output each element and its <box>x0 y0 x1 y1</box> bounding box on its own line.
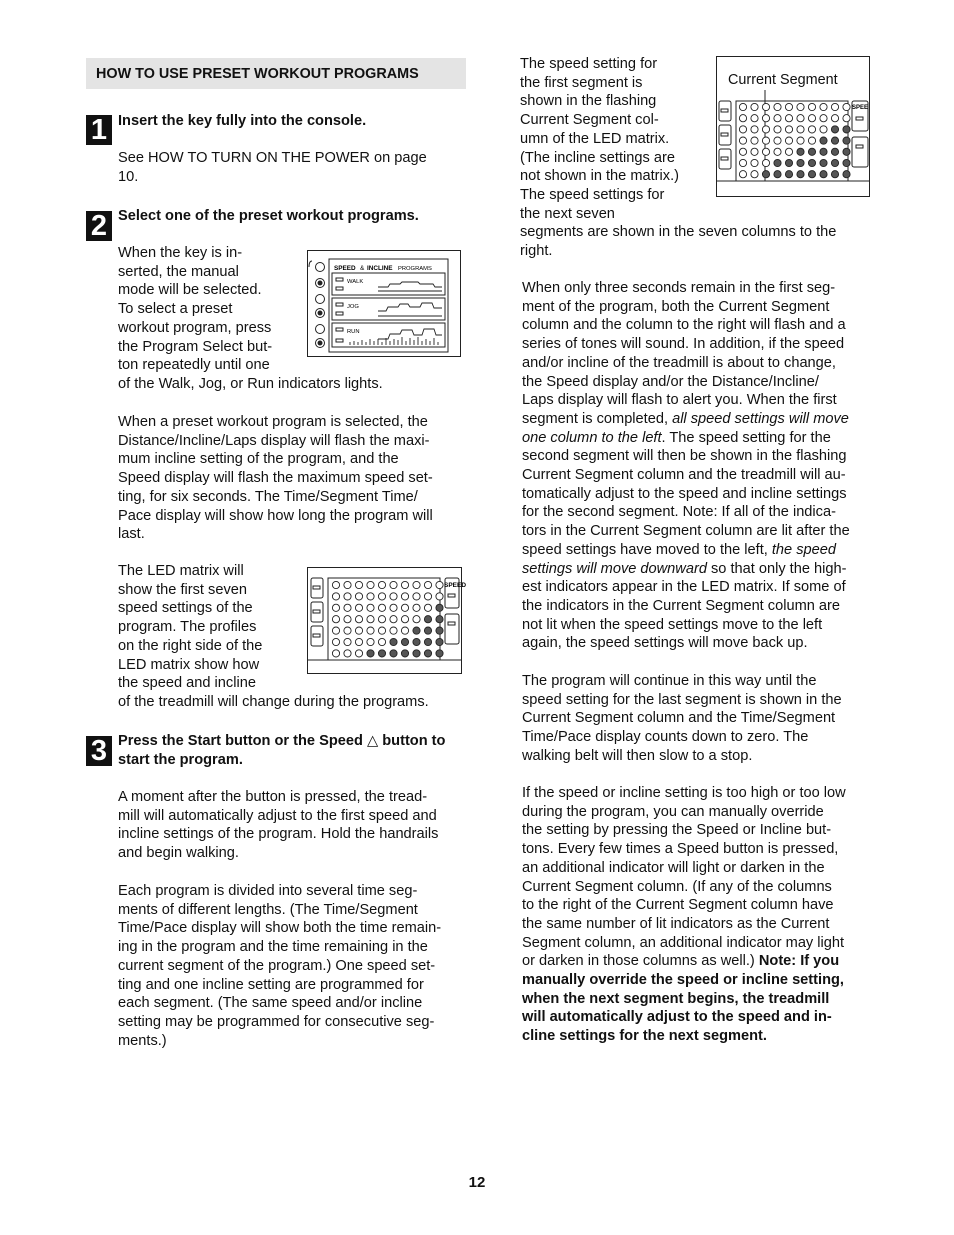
matrix-speed-label-right: SPEE <box>852 105 869 111</box>
led-indicator <box>739 126 746 133</box>
led-indicator <box>424 593 431 600</box>
led-indicator <box>739 137 746 144</box>
led-indicator <box>378 581 385 588</box>
led-indicator <box>367 593 374 600</box>
led-indicator <box>424 638 431 645</box>
led-indicator <box>401 638 408 645</box>
led-indicator <box>831 126 838 133</box>
led-indicator <box>843 159 850 166</box>
led-indicator <box>367 650 374 657</box>
led-indicator <box>751 115 758 122</box>
current-segment-matrix <box>717 57 869 196</box>
led-indicator <box>424 616 431 623</box>
led-indicator <box>739 115 746 122</box>
current-segment-figure <box>716 56 870 197</box>
led-indicator <box>378 616 385 623</box>
program-panel-illustration <box>308 251 460 356</box>
led-indicator <box>762 159 769 166</box>
led-indicator <box>843 126 850 133</box>
led-indicator <box>413 650 420 657</box>
led-indicator <box>774 126 781 133</box>
led-indicator <box>367 604 374 611</box>
led-indicator <box>820 159 827 166</box>
led-indicator <box>808 103 815 110</box>
led-indicator <box>436 616 443 623</box>
led-indicator <box>355 581 362 588</box>
led-indicator <box>751 103 758 110</box>
led-indicator <box>831 171 838 178</box>
led-indicator <box>820 126 827 133</box>
led-indicator <box>424 604 431 611</box>
led-indicator <box>436 581 443 588</box>
section-title-box <box>86 58 466 89</box>
led-indicator <box>401 604 408 611</box>
step-1-heading: Insert the key fully into the console. <box>118 113 367 129</box>
led-indicator <box>390 616 397 623</box>
led-indicator <box>344 638 351 645</box>
led-indicator <box>762 126 769 133</box>
panel-header-amp: & <box>360 265 365 272</box>
led-indicator <box>355 627 362 634</box>
led-indicator <box>436 638 443 645</box>
led-indicator <box>774 115 781 122</box>
current-segment-label: Current Segment <box>728 72 838 88</box>
led-indicator <box>436 627 443 634</box>
led-indicator <box>355 616 362 623</box>
led-indicator <box>378 593 385 600</box>
led-indicator <box>751 171 758 178</box>
led-indicator <box>785 137 792 144</box>
step-2-paragraph-1: When the key is in- serted, the manual mode will be selected. To select a preset workout program, press the Program Select but- ton repeatedly until one of the Walk, Jog, or Run indicators lights. <box>118 245 383 392</box>
led-indicator <box>797 171 804 178</box>
led-indicator <box>751 137 758 144</box>
led-indicator <box>843 137 850 144</box>
led-indicator <box>355 638 362 645</box>
led-indicator <box>332 627 339 634</box>
led-indicator <box>436 650 443 657</box>
led-indicator <box>401 616 408 623</box>
led-indicator <box>774 171 781 178</box>
led-indicator <box>436 593 443 600</box>
led-indicator <box>797 103 804 110</box>
led-indicator <box>785 171 792 178</box>
led-indicator <box>797 137 804 144</box>
panel-header-programs: PROGRAMS <box>398 266 432 272</box>
led-indicator <box>355 604 362 611</box>
step-3-heading: Press the Start button or the Speed △ button to start the program. <box>118 733 446 768</box>
led-indicator <box>774 103 781 110</box>
led-indicator <box>843 171 850 178</box>
led-indicator <box>413 593 420 600</box>
led-indicator <box>762 103 769 110</box>
step-3-paragraph-2: Each program is divided into several time seg- ments of different lengths. (The Time/Segment Time/Pace display will show both the time remain- ing in the program and the time remaining in the current segment of the program.) One speed set- ting and one incline setting are programmed for each segment. (The same speed and/or incline setting may be programmed for consecutive seg- ments.) <box>118 883 442 1049</box>
led-indicator <box>378 638 385 645</box>
led-indicator <box>762 148 769 155</box>
led-indicator <box>332 604 339 611</box>
led-indicator <box>820 115 827 122</box>
led-indicator <box>401 627 408 634</box>
led-indicator <box>797 148 804 155</box>
led-indicator <box>367 616 374 623</box>
led-indicator <box>367 627 374 634</box>
led-indicator <box>774 148 781 155</box>
led-indicator <box>390 638 397 645</box>
led-indicator <box>424 627 431 634</box>
led-indicator <box>831 148 838 155</box>
led-indicator <box>344 650 351 657</box>
led-indicator <box>820 137 827 144</box>
led-indicator <box>831 115 838 122</box>
led-indicator <box>344 627 351 634</box>
led-indicator <box>762 137 769 144</box>
led-indicator <box>762 171 769 178</box>
step-2-heading: Select one of the preset workout programs. <box>118 208 419 224</box>
led-indicator <box>332 581 339 588</box>
panel-label-jog: JOG <box>347 304 359 310</box>
led-indicator <box>332 593 339 600</box>
panel-label-walk: WALK <box>347 279 364 285</box>
led-indicator <box>831 137 838 144</box>
step-2-paragraph-2: When a preset workout program is selected, the Distance/Incline/Laps display will flash the maxi- mum incline setting of the program, and the Speed display will flash the maximum speed set- ting, for six seconds. The Time/Segment Time/ Pace display will show how long the program will last. <box>118 414 433 543</box>
panel-header-incline: INCLINE <box>367 265 393 272</box>
led-indicator <box>808 115 815 122</box>
step-2-number: 2 <box>86 211 112 241</box>
led-indicator <box>751 159 758 166</box>
led-indicator <box>831 159 838 166</box>
step-2-paragraph-3: The LED matrix will show the first seven speed settings of the program. The profiles on the right side of the LED matrix show how the speed and incline of the treadmill will change during the programs. <box>118 563 429 710</box>
right-paragraph-3: The program will continue in this way until the speed setting for the last segment is shown in the Current Segment column and the Time/Segment Time/Pace display counts down to zero. The walking belt will then slow to a stop. <box>522 673 842 764</box>
led-indicator <box>355 650 362 657</box>
led-indicator <box>355 593 362 600</box>
led-indicator <box>413 604 420 611</box>
led-indicator <box>424 581 431 588</box>
led-indicator <box>739 171 746 178</box>
step-1-text: See HOW TO TURN ON THE POWER on page 10. <box>118 150 427 185</box>
led-indicator <box>413 638 420 645</box>
led-indicator <box>390 627 397 634</box>
led-indicator <box>808 148 815 155</box>
led-indicator <box>785 159 792 166</box>
right-intro-bottom: segments are shown in the seven columns to the right. <box>520 224 837 259</box>
led-indicator <box>797 126 804 133</box>
led-indicator <box>843 148 850 155</box>
led-indicator <box>378 650 385 657</box>
led-indicator <box>390 650 397 657</box>
led-indicator <box>332 650 339 657</box>
led-indicator <box>401 593 408 600</box>
led-indicator <box>344 604 351 611</box>
led-indicator <box>378 604 385 611</box>
led-indicator <box>751 126 758 133</box>
led-matrix-figure <box>307 567 467 674</box>
led-indicator <box>413 616 420 623</box>
led-indicator <box>751 148 758 155</box>
right-paragraph-4: If the speed or incline setting is too high or too low during the program, you can manually override the setting by pressing the Speed or Incline but- tons. Every few times a Speed button is pressed, an additional indicator will light or darken in the Current Segment column. (If any of the columns to the right of the Current Segment column have the same number of lit indicators as the Current Segment column, an additional indicator may light or darken in those columns as well.) Note: If you manually override the speed or incline setting, when the next segment begins, the treadmill will automatically adjust to the speed and in- cline settings for the next segment. <box>522 785 846 1045</box>
right-intro-top: The speed setting for the first segment is shown in the flashing Current Segment col- umn of the LED matrix. (The incline settings are not shown in the matrix.) The speed settings for the next seven <box>520 56 679 222</box>
led-indicator <box>785 103 792 110</box>
led-indicator <box>785 126 792 133</box>
led-indicator <box>820 103 827 110</box>
led-indicator <box>367 581 374 588</box>
panel-header-speed: SPEED <box>334 265 356 272</box>
led-indicator <box>739 148 746 155</box>
led-indicator <box>344 581 351 588</box>
led-indicator <box>808 137 815 144</box>
led-indicator <box>390 581 397 588</box>
led-indicator <box>413 627 420 634</box>
led-indicator <box>378 627 385 634</box>
led-indicator <box>831 103 838 110</box>
led-indicator <box>774 137 781 144</box>
led-indicator <box>739 159 746 166</box>
led-indicator <box>808 126 815 133</box>
page-number: 12 <box>468 1174 486 1191</box>
led-indicator <box>344 616 351 623</box>
program-panel-figure <box>307 250 461 357</box>
led-indicator <box>774 159 781 166</box>
led-indicator <box>797 115 804 122</box>
led-indicator <box>820 171 827 178</box>
step-3-number: 3 <box>86 736 112 766</box>
led-indicator <box>424 650 431 657</box>
speed-up-symbol: △ <box>366 733 379 749</box>
matrix-speed-label: SPEED <box>444 582 467 589</box>
led-indicator <box>739 103 746 110</box>
led-indicator <box>797 159 804 166</box>
led-indicator <box>413 581 420 588</box>
step-3-paragraph-1: A moment after the button is pressed, the tread- mill will automatically adjust to the first speed and incline settings of the program. Hold the handrails and begin walking. <box>118 789 439 862</box>
section-title: HOW TO USE PRESET WORKOUT PROGRAMS <box>96 66 419 82</box>
led-indicator <box>367 638 374 645</box>
panel-label-run: RUN <box>347 329 360 335</box>
led-indicator <box>344 593 351 600</box>
led-matrix-illustration <box>308 568 467 673</box>
led-indicator <box>843 115 850 122</box>
led-indicator <box>332 616 339 623</box>
led-indicator <box>390 604 397 611</box>
right-paragraph-2: When only three seconds remain in the first seg- ment of the program, both the Current Segment column and the column to the right will flash and a series of tones will sound. In addition, if the speed and/or incline of the treadmill is about to change, the Speed display and/or the Distance/Incline/ Laps display will flash to alert you. When the first segment is completed, all speed settings will move one column to the left. The speed setting for the second segment will then be shown in the flashing Current Segment column and the treadmill will au- tomatically adjust to the speed and incline settings for the second segment. Note: If all of the indica- tors in the Current Segment column are lit after the speed settings have moved to the left, the speed settings will move downward so that only the high- est indicators appear in the LED matrix. If some of the indicators in the Current Segment column are not lit when the speed settings move to the left again, the speed settings will move back up. <box>522 280 850 652</box>
led-indicator <box>762 115 769 122</box>
led-indicator <box>390 593 397 600</box>
led-indicator <box>785 148 792 155</box>
led-indicator <box>436 604 443 611</box>
led-indicator <box>401 581 408 588</box>
led-indicator <box>820 148 827 155</box>
led-indicator <box>332 638 339 645</box>
led-indicator <box>785 115 792 122</box>
led-indicator <box>401 650 408 657</box>
led-indicator <box>808 171 815 178</box>
led-indicator <box>843 103 850 110</box>
step-1-number: 1 <box>86 115 112 145</box>
led-indicator <box>808 159 815 166</box>
